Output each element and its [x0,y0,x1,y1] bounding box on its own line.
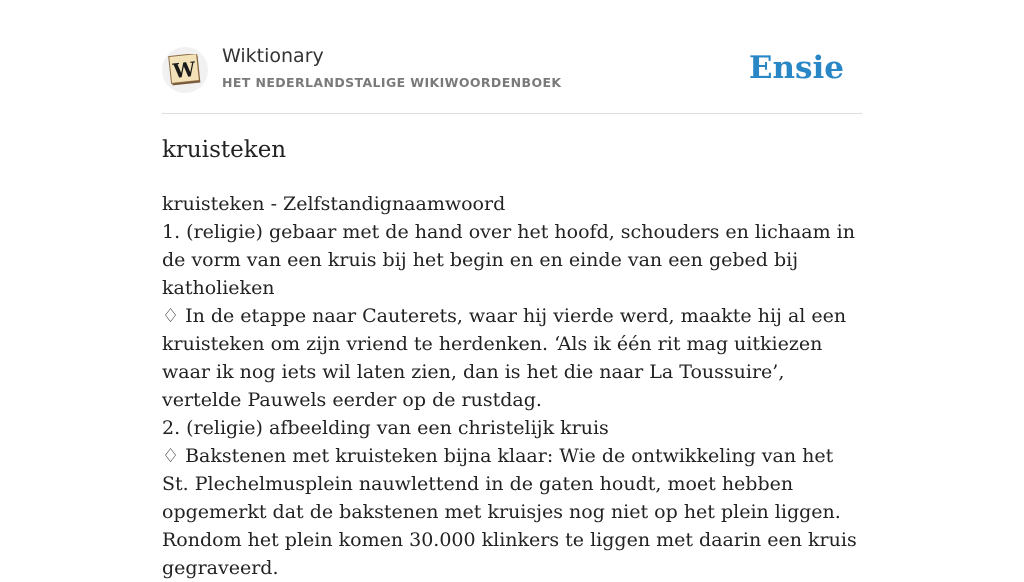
word-heading-line: kruisteken - Zelfstandignaamwoord [162,193,506,215]
site-header [162,40,862,114]
ensie-brand-link[interactable]: Ensie [748,50,844,86]
example-1: ♢ In de etappe naar Cauterets, waar hij vierde werd, maakte hij al een kruisteken om zijn vriend te herdenken. ‘Als ik één rit mag uitkiezen waar ik nog iets wil laten zien, dan is het die naar La Toussuire’, vertelde Pauwels eerder op de rustdag. [162,305,847,411]
site-subtitle: HET NEDERLANDSTALIGE WIKIWOORDENBOEK [222,75,562,90]
wiktionary-logo[interactable] [162,47,208,93]
definition-content [162,190,862,582]
page-title: kruisteken [162,137,287,163]
site-title[interactable]: Wiktionary [222,45,324,67]
wiktionary-logo-icon [168,54,202,86]
example-2: ♢ Bakstenen met kruisteken bijna klaar: Wie de ontwikkeling van het St. Plechelmusplein nauwlettend in de gaten houdt, moet hebben opgemerkt dat de bakstenen met kruisjes nog niet op het plein liggen. Rondom het plein komen 30.000 klinkers te liggen met daarin een kruis gegraveerd. [162,445,857,579]
logo-letter: W [171,56,197,84]
definition-1: 1. (religie) gebaar met de hand over het hoofd, schouders en lichaam in de vorm van een kruis bij het begin en en einde van een gebed bij katholieken [162,221,855,299]
definition-2: 2. (religie) afbeelding van een christelijk kruis [162,417,609,439]
